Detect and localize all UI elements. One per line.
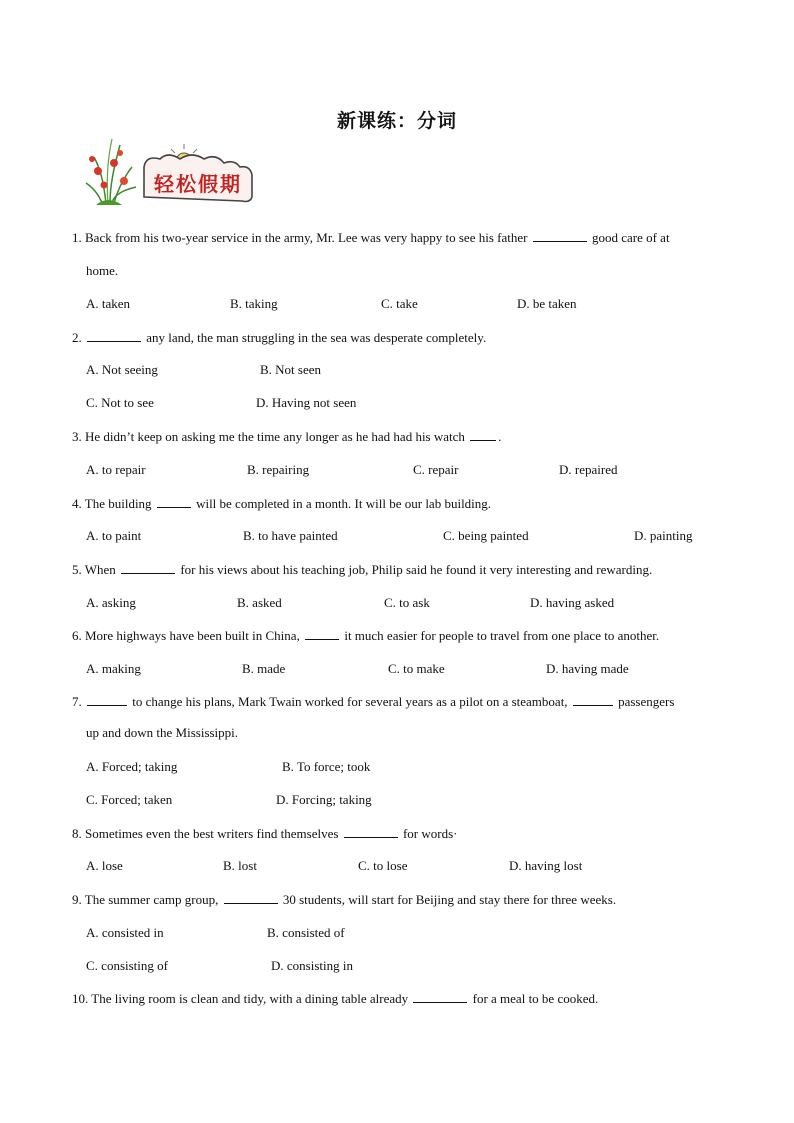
answer-blank[interactable] [344, 825, 398, 838]
answer-blank[interactable] [87, 693, 127, 706]
option-c[interactable]: C. Forced; taken [86, 792, 173, 807]
option-c[interactable]: C. take [381, 296, 418, 311]
option-d[interactable]: D. Having not seen [256, 395, 357, 410]
question-4: 4. The building will be completed in a month. It will be our lab building. [72, 496, 492, 511]
option-a[interactable]: A. to repair [86, 462, 146, 477]
answer-blank[interactable] [121, 561, 175, 574]
answer-blank[interactable] [305, 627, 339, 640]
option-d[interactable]: D. repaired [559, 462, 618, 477]
question-3: 3. He didn’t keep on asking me the time any longer as he had had his watch . [72, 429, 502, 444]
question-10: 10. The living room is clean and tidy, with a dining table already for a meal to be cooked. [72, 991, 599, 1006]
option-a[interactable]: A. Forced; taking [86, 759, 178, 774]
question-2: 2. any land, the man struggling in the sea was desperate completely. [72, 330, 487, 345]
option-d[interactable]: D. having asked [530, 595, 615, 610]
option-b[interactable]: B. Not seen [260, 362, 322, 377]
question-5: 5. When for his views about his teaching job, Philip said he found it very interesting and rewarding. [72, 562, 653, 577]
option-b[interactable]: B. taking [230, 296, 278, 311]
flower-plant-icon [86, 139, 136, 205]
answer-blank[interactable] [413, 990, 467, 1003]
answer-blank[interactable] [470, 428, 496, 441]
option-d[interactable]: D. Forcing; taking [276, 792, 372, 807]
answer-blank[interactable] [533, 229, 587, 242]
option-d[interactable]: D. painting [634, 528, 693, 543]
option-d[interactable]: D. consisting in [271, 958, 353, 973]
option-d[interactable]: D. having lost [509, 858, 583, 873]
question-8: 8. Sometimes even the best writers find themselves for words· [72, 826, 458, 841]
option-b[interactable]: B. asked [237, 595, 282, 610]
question-9: 9. The summer camp group, 30 students, will start for Beijing and stay there for three weeks. [72, 892, 617, 907]
question-7-continuation: up and down the Mississippi. [86, 725, 239, 740]
holiday-banner [84, 137, 274, 209]
page-title: 新课练：分词 [336, 110, 457, 132]
option-a[interactable]: A. consisted in [86, 925, 164, 940]
answer-blank[interactable] [224, 891, 278, 904]
option-a[interactable]: A. lose [86, 858, 123, 873]
option-a[interactable]: A. to paint [86, 528, 142, 543]
option-c[interactable]: C. Not to see [86, 395, 154, 410]
option-d[interactable]: D. having made [546, 661, 629, 676]
option-c[interactable]: C. consisting of [86, 958, 168, 973]
answer-blank[interactable] [87, 329, 141, 342]
option-b[interactable]: B. made [242, 661, 286, 676]
option-a[interactable]: A. asking [86, 595, 136, 610]
option-c[interactable]: C. being painted [443, 528, 529, 543]
option-a[interactable]: A. Not seeing [86, 362, 158, 377]
banner-text: 轻松假期 [154, 172, 242, 196]
question-7: 7. to change his plans, Mark Twain worked for several years as a pilot on a steamboat, passengers [72, 694, 675, 709]
question-6: 6. More highways have been built in China, it much easier for people to travel from one place to another. [72, 628, 660, 643]
option-b[interactable]: B. to have painted [243, 528, 338, 543]
option-c[interactable]: C. to ask [384, 595, 430, 610]
option-c[interactable]: C. to make [388, 661, 445, 676]
answer-blank[interactable] [573, 693, 613, 706]
option-b[interactable]: B. repairing [247, 462, 310, 477]
option-c[interactable]: C. to lose [358, 858, 408, 873]
option-d[interactable]: D. be taken [517, 296, 577, 311]
question-1-continuation: home. [86, 263, 119, 278]
answer-blank[interactable] [157, 495, 191, 508]
option-a[interactable]: A. taken [86, 296, 131, 311]
option-b[interactable]: B. To force; took [282, 759, 371, 774]
option-b[interactable]: B. consisted of [267, 925, 345, 940]
option-a[interactable]: A. making [86, 661, 141, 676]
option-b[interactable]: B. lost [223, 858, 257, 873]
option-c[interactable]: C. repair [413, 462, 459, 477]
question-1: 1. Back from his two-year service in the army, Mr. Lee was very happy to see his father good care of at [72, 230, 670, 245]
